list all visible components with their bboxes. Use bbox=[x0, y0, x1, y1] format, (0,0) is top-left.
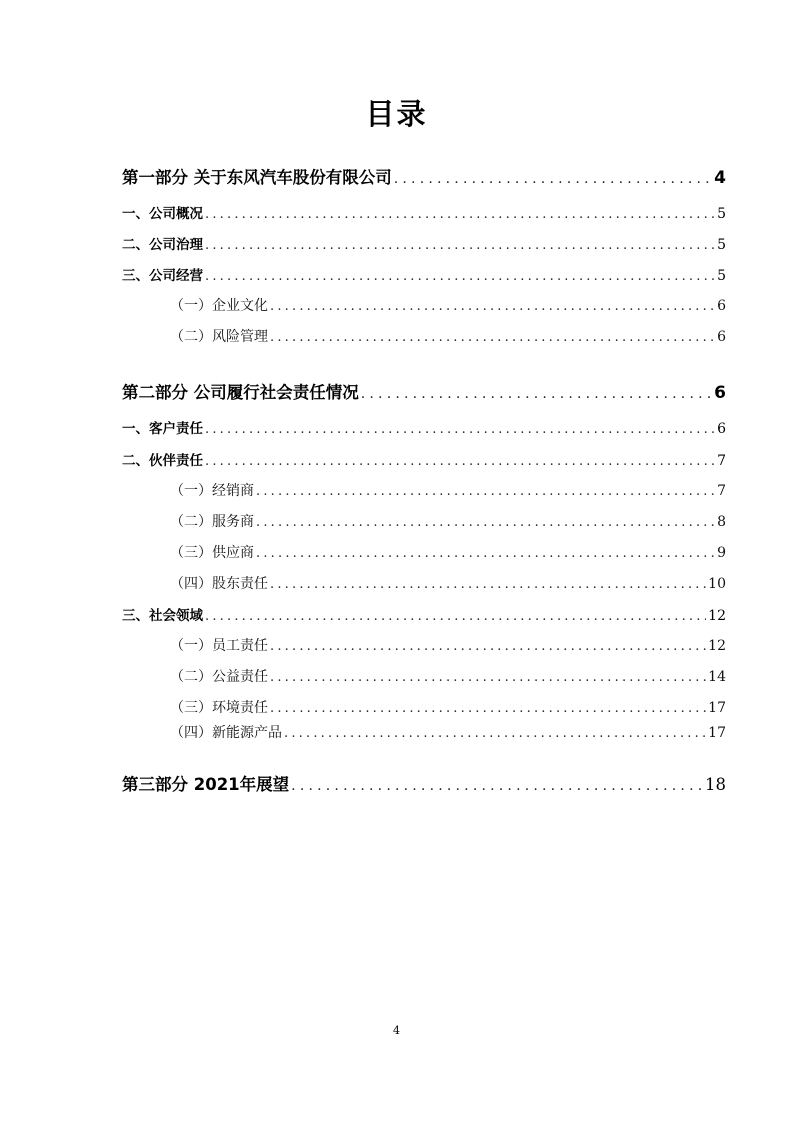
toc-part-label: 第一部分 关于东风汽车股份有限公司 bbox=[122, 168, 392, 187]
toc-page-number: 6 bbox=[714, 383, 726, 403]
toc-page-number: 4 bbox=[714, 168, 726, 188]
toc-subsection-label: （二）风险管理 bbox=[170, 329, 268, 345]
toc-section-company-overview[interactable] bbox=[122, 202, 726, 222]
dot-leader bbox=[205, 238, 715, 253]
dot-leader bbox=[284, 726, 706, 741]
dot-leader bbox=[270, 299, 715, 314]
toc-part-label: 第二部分 公司履行社会责任情况 bbox=[122, 383, 359, 402]
dot-leader bbox=[256, 515, 715, 530]
dot-leader bbox=[256, 546, 715, 561]
toc-subsection-label: （一）员工责任 bbox=[170, 638, 268, 654]
toc-part-label: 第三部分 2021年展望 bbox=[122, 775, 290, 794]
toc-subsection-label: （二）服务商 bbox=[170, 514, 254, 530]
dot-leader bbox=[205, 454, 715, 469]
dot-leader bbox=[270, 701, 706, 716]
toc-section-customer-responsibility[interactable] bbox=[122, 417, 726, 437]
toc-section-social-domain[interactable] bbox=[122, 604, 726, 624]
toc-page-number: 6 bbox=[717, 329, 726, 345]
toc-subsection-environmental-responsibility[interactable] bbox=[170, 697, 726, 717]
dot-leader bbox=[205, 207, 715, 222]
toc-section-label: 一、公司概况 bbox=[122, 206, 203, 222]
toc-page-number: 5 bbox=[717, 206, 726, 222]
toc-subsection-new-energy-products[interactable] bbox=[170, 722, 726, 742]
toc-section-label: 三、公司经营 bbox=[122, 268, 203, 284]
toc-subsection-label: （四）股东责任 bbox=[170, 576, 268, 592]
page-title: 目录 bbox=[365, 97, 428, 131]
toc-part-2[interactable] bbox=[122, 379, 726, 403]
toc-subsection-label: （三）供应商 bbox=[170, 545, 254, 561]
toc-section-label: 二、公司治理 bbox=[122, 237, 203, 253]
dot-leader bbox=[270, 577, 706, 592]
toc-page-number: 7 bbox=[717, 453, 726, 469]
toc-page-number: 12 bbox=[708, 638, 726, 654]
toc-section-partner-responsibility[interactable] bbox=[122, 449, 726, 469]
toc-subsection-risk-management[interactable] bbox=[170, 326, 726, 346]
dot-leader bbox=[205, 609, 706, 624]
toc-page-number: 12 bbox=[708, 608, 726, 624]
toc-subsection-dealers[interactable] bbox=[170, 480, 726, 500]
dot-leader bbox=[270, 639, 706, 654]
toc-part-3[interactable] bbox=[122, 771, 726, 795]
toc-page-number: 10 bbox=[708, 576, 726, 592]
toc-subsection-corporate-culture[interactable] bbox=[170, 295, 726, 315]
toc-section-governance[interactable] bbox=[122, 233, 726, 253]
dot-leader bbox=[291, 778, 703, 794]
toc-subsection-label: （一）企业文化 bbox=[170, 298, 268, 314]
toc-page-number: 9 bbox=[717, 545, 726, 561]
toc-subsection-suppliers[interactable] bbox=[170, 542, 726, 562]
toc-page-number: 17 bbox=[708, 700, 726, 716]
toc-page-number: 7 bbox=[717, 483, 726, 499]
footer-page-number: 4 bbox=[393, 1024, 400, 1037]
toc-page-number: 18 bbox=[705, 775, 726, 794]
dot-leader bbox=[394, 171, 712, 187]
toc-subsection-service-providers[interactable] bbox=[170, 511, 726, 531]
toc-section-operations[interactable] bbox=[122, 264, 726, 284]
toc-subsection-label: （四）新能源产品 bbox=[170, 725, 282, 741]
toc-page-number: 14 bbox=[708, 669, 726, 685]
toc-page-number: 8 bbox=[717, 514, 726, 530]
toc-section-label: 一、客户责任 bbox=[122, 421, 203, 437]
toc-page-number: 6 bbox=[717, 421, 726, 437]
dot-leader bbox=[256, 484, 715, 499]
toc-subsection-public-welfare[interactable] bbox=[170, 666, 726, 686]
toc-page-number: 5 bbox=[717, 268, 726, 284]
dot-leader bbox=[205, 422, 715, 437]
toc-page-number: 17 bbox=[708, 725, 726, 741]
dot-leader bbox=[205, 269, 715, 284]
toc-subsection-label: （一）经销商 bbox=[170, 483, 254, 499]
toc-section-label: 二、伙伴责任 bbox=[122, 453, 203, 469]
dot-leader bbox=[270, 670, 706, 685]
toc-subsection-shareholder-responsibility[interactable] bbox=[170, 573, 726, 593]
toc-section-label: 三、社会领域 bbox=[122, 608, 203, 624]
toc-subsection-label: （三）环境责任 bbox=[170, 700, 268, 716]
toc-subsection-employee-responsibility[interactable] bbox=[170, 635, 726, 655]
toc-part-1[interactable] bbox=[122, 164, 726, 188]
toc-subsection-label: （二）公益责任 bbox=[170, 669, 268, 685]
toc-page-number: 6 bbox=[717, 298, 726, 314]
toc-page-number: 5 bbox=[717, 237, 726, 253]
dot-leader bbox=[270, 330, 715, 345]
dot-leader bbox=[361, 386, 712, 402]
